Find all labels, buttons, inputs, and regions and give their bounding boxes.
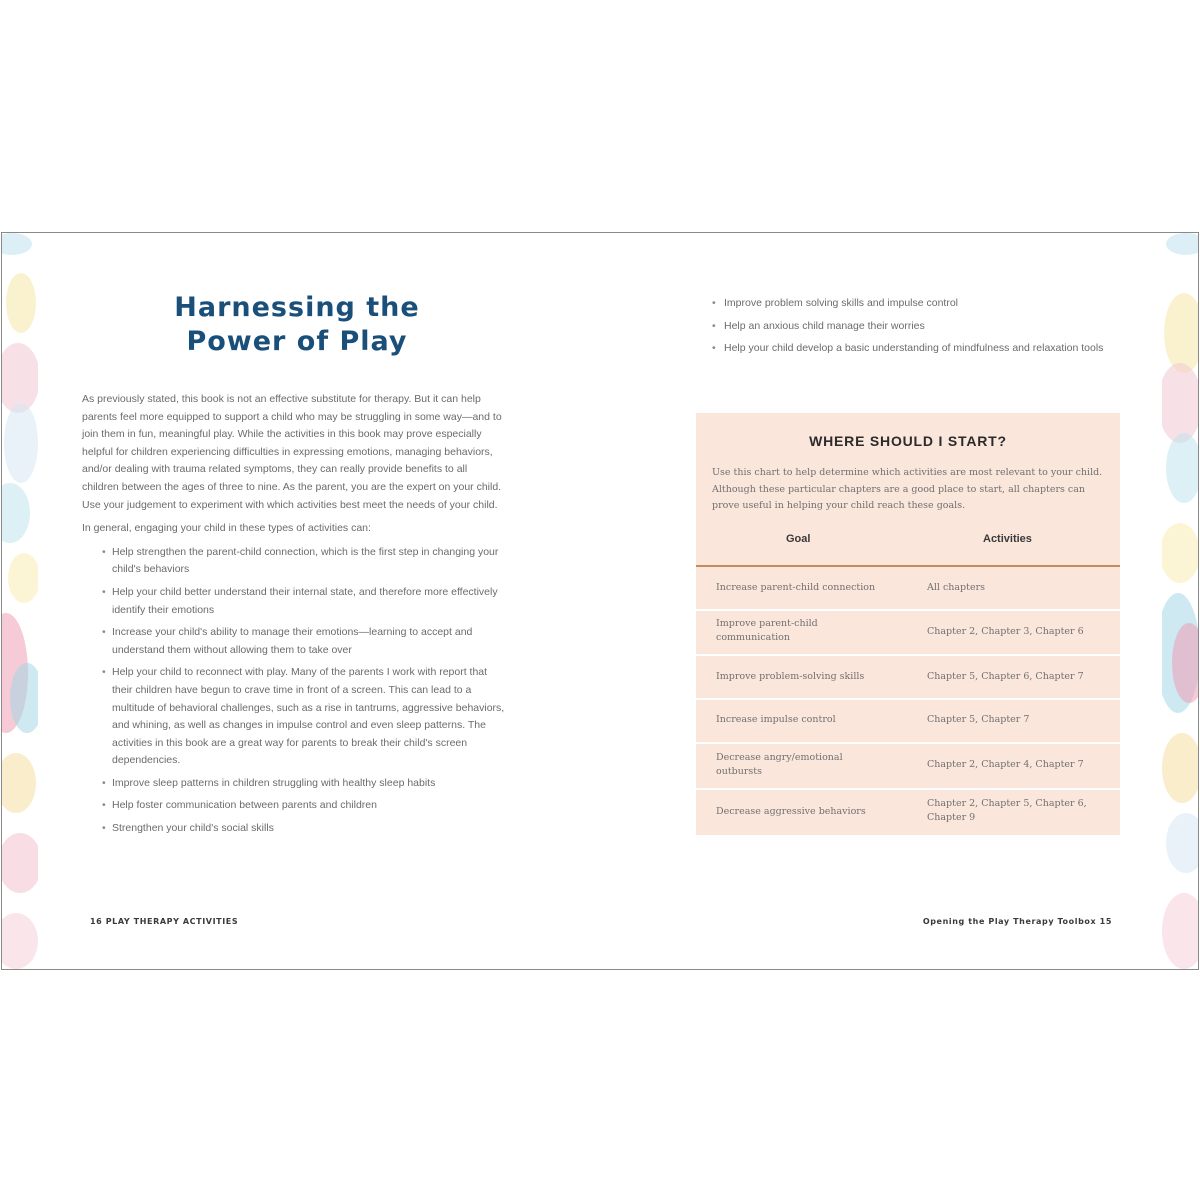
chart-rows (696, 567, 1120, 834)
where-to-start-chart (696, 413, 1120, 835)
column-header-activities: Activities (983, 533, 1032, 545)
row-goal: Improve problem-solving skills (716, 671, 865, 682)
table-row (696, 656, 1120, 700)
table-row (696, 700, 1120, 744)
page-title (82, 291, 512, 359)
table-row (696, 790, 1120, 834)
row-goal: Decrease aggressive behaviors (716, 806, 866, 817)
list-item: • Help your child better understand their internal state, and therefore more effectively identify their emotions (82, 584, 506, 619)
list-item: • Strengthen your child's social skills (82, 820, 506, 838)
row-activities: Chapter 5, Chapter 6, Chapter 7 (927, 671, 1084, 682)
chart-title: WHERE SHOULD I START? (809, 433, 1007, 449)
row-goal: Decrease angry/emotional outbursts (716, 752, 843, 777)
table-row (696, 744, 1120, 790)
right-page (696, 233, 1120, 969)
right-bullet-text (696, 295, 1120, 363)
row-goal: Increase impulse control (716, 714, 836, 725)
title-line-1: Harnessing the (174, 292, 420, 323)
row-activities: All chapters (927, 582, 985, 593)
left-body-text (82, 391, 506, 843)
chart-intro: Use this chart to help determine which activities are most relevant to your child. Although these particular chapters are a good place to start, all chapters can prove useful in helping your child reach these goals. (712, 467, 1103, 511)
list-item: • Increase your child's ability to manage their emotions—learning to accept and understand them without allowing them to take over (82, 624, 506, 659)
left-page-footer: 16 PLAY THERAPY ACTIVITIES (90, 917, 239, 926)
row-goal: Increase parent-child connection (716, 582, 876, 593)
list-item: • Help your child to reconnect with play. Many of the parents I work with report that their children have begun to crave time in front of a screen. This can lead to a multitude of behavioral challenges, such as a rise in tantrums, aggressive behaviors, and whining, as well as changes in impulse control and even sleep patterns. The activities in this book are a great way for parents to break their child's screen dependencies. (82, 664, 506, 770)
row-goal: Improve parent-child communication (716, 618, 818, 643)
row-activities: Chapter 2, Chapter 3, Chapter 6 (927, 626, 1084, 637)
row-activities: Chapter 2, Chapter 5, Chapter 6, Chapter 9 (927, 798, 1087, 823)
row-activities: Chapter 5, Chapter 7 (927, 714, 1030, 725)
benefits-list (82, 544, 506, 838)
list-item: • Help strengthen the parent-child connection, which is the first step in changing your child's behaviors (82, 544, 506, 579)
list-item: • Improve sleep patterns in children struggling with healthy sleep habits (82, 775, 506, 793)
column-header-goal: Goal (786, 533, 811, 545)
book-spread (1, 232, 1199, 970)
list-item: • Help an anxious child manage their worries (696, 318, 1120, 336)
list-item: • Help foster communication between parents and children (82, 797, 506, 815)
lead-in-paragraph: In general, engaging your child in these types of activities can: (82, 522, 371, 535)
right-watercolor-edge (1162, 233, 1198, 969)
left-watercolor-edge (2, 233, 38, 969)
right-page-footer: Opening the Play Therapy Toolbox 15 (922, 917, 1112, 926)
benefits-list-continued (696, 295, 1120, 358)
list-item: • Help your child develop a basic understanding of mindfulness and relaxation tools (696, 340, 1120, 358)
title-line-2: Power of Play (186, 326, 408, 357)
table-row (696, 567, 1120, 611)
row-activities: Chapter 2, Chapter 4, Chapter 7 (927, 759, 1084, 770)
table-row (696, 611, 1120, 656)
list-item: • Improve problem solving skills and impulse control (696, 295, 1120, 313)
intro-paragraph: As previously stated, this book is not an effective substitute for therapy. But it can help parents feel more equipped to support a child who may be struggling in some way—and to join them in fun, meaningful play. While the activities in this book may prove especially helpful for children experiencing difficulties in expressing emotions, managing behaviors, and/or dealing with trauma related symptoms, they can really provide benefits to all children between the ages of three to nine. As the parent, you are the expert on your child. Use your judgement to experiment with which activities best meet the needs of your child. (82, 393, 502, 511)
left-page (82, 233, 512, 969)
